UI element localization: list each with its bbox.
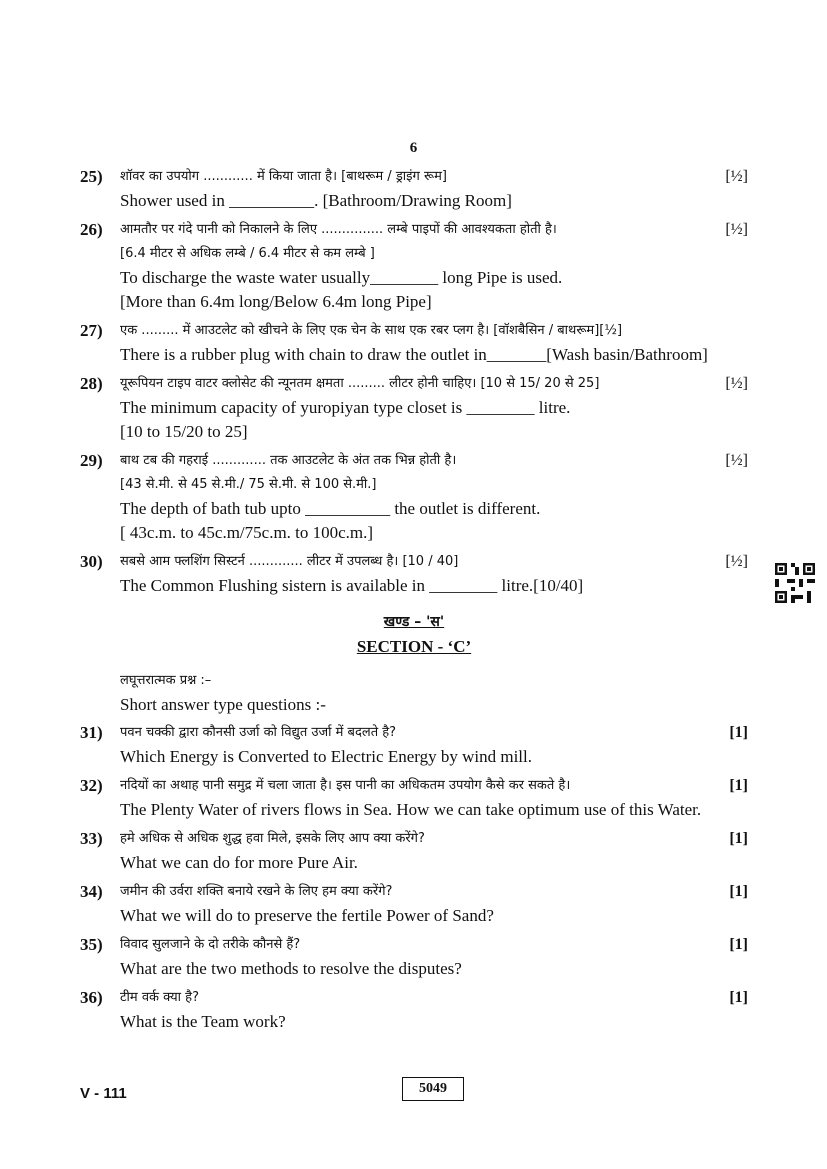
- question-item: [80, 550, 748, 598]
- question-marks: [½]: [725, 375, 748, 392]
- question-marks: [1]: [729, 724, 748, 741]
- question-item: [80, 774, 748, 822]
- question-number: 26): [80, 220, 103, 239]
- question-text-english: [More than 6.4m long/Below 6.4m long Pipe]: [120, 292, 432, 311]
- question-text-english: Shower used in __________. [Bathroom/Drawing Room]: [120, 191, 512, 210]
- question-marks: [1]: [729, 777, 748, 794]
- question-item: [80, 880, 748, 928]
- question-text-english: The Plenty Water of rivers flows in Sea. How we can take optimum use of this Water.: [120, 800, 702, 819]
- question-text-english: [43 से.मी. से 45 से.मी./ 75 से.मी. से 100 से.मी.]: [120, 477, 377, 492]
- question-number: 33): [80, 829, 103, 848]
- question-text-english: Which Energy is Converted to Electric Energy by wind mill.: [120, 747, 533, 766]
- question-text-english: What is the Team work?: [120, 1012, 286, 1031]
- question-text-hindi: पवन चक्की द्वारा कौनसी उर्जा को विद्युत उर्जा में बदलते है?: [120, 725, 397, 740]
- question-text-english: [10 to 15/20 to 25]: [120, 422, 248, 441]
- question-text-english: What are the two methods to resolve the disputes?: [120, 959, 462, 978]
- question-item: [80, 449, 748, 545]
- question-item: [80, 986, 748, 1034]
- question-text-hindi: एक ......... में आउटलेट को खीचने के लिए एक चेन के साथ एक रबर प्लग है। [वॉशबैसिन / बाथरूम][½]: [120, 323, 623, 338]
- question-text-hindi: जमीन की उर्वरा शक्ति बनाये रखने के लिए हम क्या करेंगे?: [120, 884, 393, 899]
- question-text-hindi: शॉवर का उपयोग ............ में किया जाता है। [बाथरूम / ड्राइंग रूम]: [120, 169, 447, 184]
- question-text-english: [ 43c.m. to 45c.m/75c.m. to 100c.m.]: [120, 523, 374, 542]
- question-marks: [1]: [729, 883, 748, 900]
- question-text-english: The minimum capacity of yuropiyan type closet is ________ litre.: [120, 398, 571, 417]
- question-text-english: The Common Flushing sistern is available in ________ litre.[10/40]: [120, 576, 584, 595]
- question-item: [80, 165, 748, 213]
- question-marks: [½]: [725, 553, 748, 570]
- qr-code-icon: [775, 563, 815, 603]
- question-number: 31): [80, 723, 103, 742]
- question-number: 36): [80, 988, 103, 1007]
- page-number: 6: [409, 140, 418, 156]
- intro-hindi: लघूत्तरात्मक प्रश्न :–: [120, 673, 212, 688]
- section-intro: [80, 669, 748, 717]
- question-marks: [½]: [725, 221, 748, 238]
- question-marks: [1]: [729, 936, 748, 953]
- question-text-hindi: नदियों का अथाह पानी समुद्र में चला जाता है। इस पानी का अधिकतम उपयोग कैसे कर सकते है।: [120, 778, 571, 793]
- question-text-english: The depth of bath tub upto __________ the outlet is different.: [120, 499, 541, 518]
- intro-english: Short answer type questions :-: [120, 695, 326, 714]
- question-text-english: [6.4 मीटर से अधिक लम्बे / 6.4 मीटर से कम लम्बे ]: [120, 246, 375, 261]
- question-text-english: What we can do for more Pure Air.: [120, 853, 358, 872]
- question-number: 35): [80, 935, 103, 954]
- section-c-questions: [80, 721, 748, 1034]
- question-text-hindi: हमे अधिक से अधिक शुद्ध हवा मिले, इसके लिए आप क्या करेंगे?: [120, 831, 425, 846]
- question-item: [80, 933, 748, 981]
- question-text-hindi: यूरूपियन टाइप वाटर क्लोसेट की न्यूनतम क्षमता ......... लीटर होनी चाहिए। [10 से 15/ 20 से 25]: [120, 376, 600, 391]
- question-text-hindi: विवाद सुलजाने के दो तरीके कौनसे हैं?: [120, 937, 301, 952]
- question-number: 34): [80, 882, 103, 901]
- paper-code: V - 111: [80, 1085, 127, 1102]
- question-number: 32): [80, 776, 103, 795]
- question-marks: [½]: [725, 452, 748, 469]
- section-heading-hindi: खण्ड – 'स': [383, 614, 445, 630]
- question-marks: [1]: [729, 830, 748, 847]
- question-text-english: To discharge the waste water usually________ long Pipe is used.: [120, 268, 563, 287]
- section-b-questions: [80, 165, 748, 598]
- question-item: [80, 218, 748, 314]
- question-text-hindi: आमतौर पर गंदे पानी को निकालने के लिए ............... लम्बे पाइपों की आवश्यकता होती है।: [120, 222, 557, 237]
- section-heading: SECTION - ‘C’: [356, 637, 472, 656]
- question-number: 29): [80, 451, 103, 470]
- question-marks: [1]: [729, 989, 748, 1006]
- question-text-hindi: सबसे आम फ्लशिंग सिस्टर्न ............. लीटर में उपलब्ध है। [10 / 40]: [120, 554, 459, 569]
- question-item: [80, 372, 748, 444]
- page-code-box: 5049: [402, 1077, 464, 1101]
- question-text-english: What we will do to preserve the fertile Power of Sand?: [120, 906, 494, 925]
- question-number: 25): [80, 167, 103, 186]
- question-text-hindi: टीम वर्क क्या है?: [120, 990, 199, 1005]
- question-text-english: There is a rubber plug with chain to draw the outlet in_______[Wash basin/Bathroom]: [120, 345, 708, 364]
- question-number: 30): [80, 552, 103, 571]
- question-item: [80, 319, 748, 367]
- question-number: 28): [80, 374, 103, 393]
- question-text-hindi: बाथ टब की गहराई ............. तक आउटलेट के अंत तक भिन्न होती है।: [120, 453, 457, 468]
- question-marks: [½]: [725, 168, 748, 185]
- question-number: 27): [80, 321, 103, 340]
- question-item: [80, 827, 748, 875]
- question-list: [80, 165, 748, 1039]
- question-item: [80, 721, 748, 769]
